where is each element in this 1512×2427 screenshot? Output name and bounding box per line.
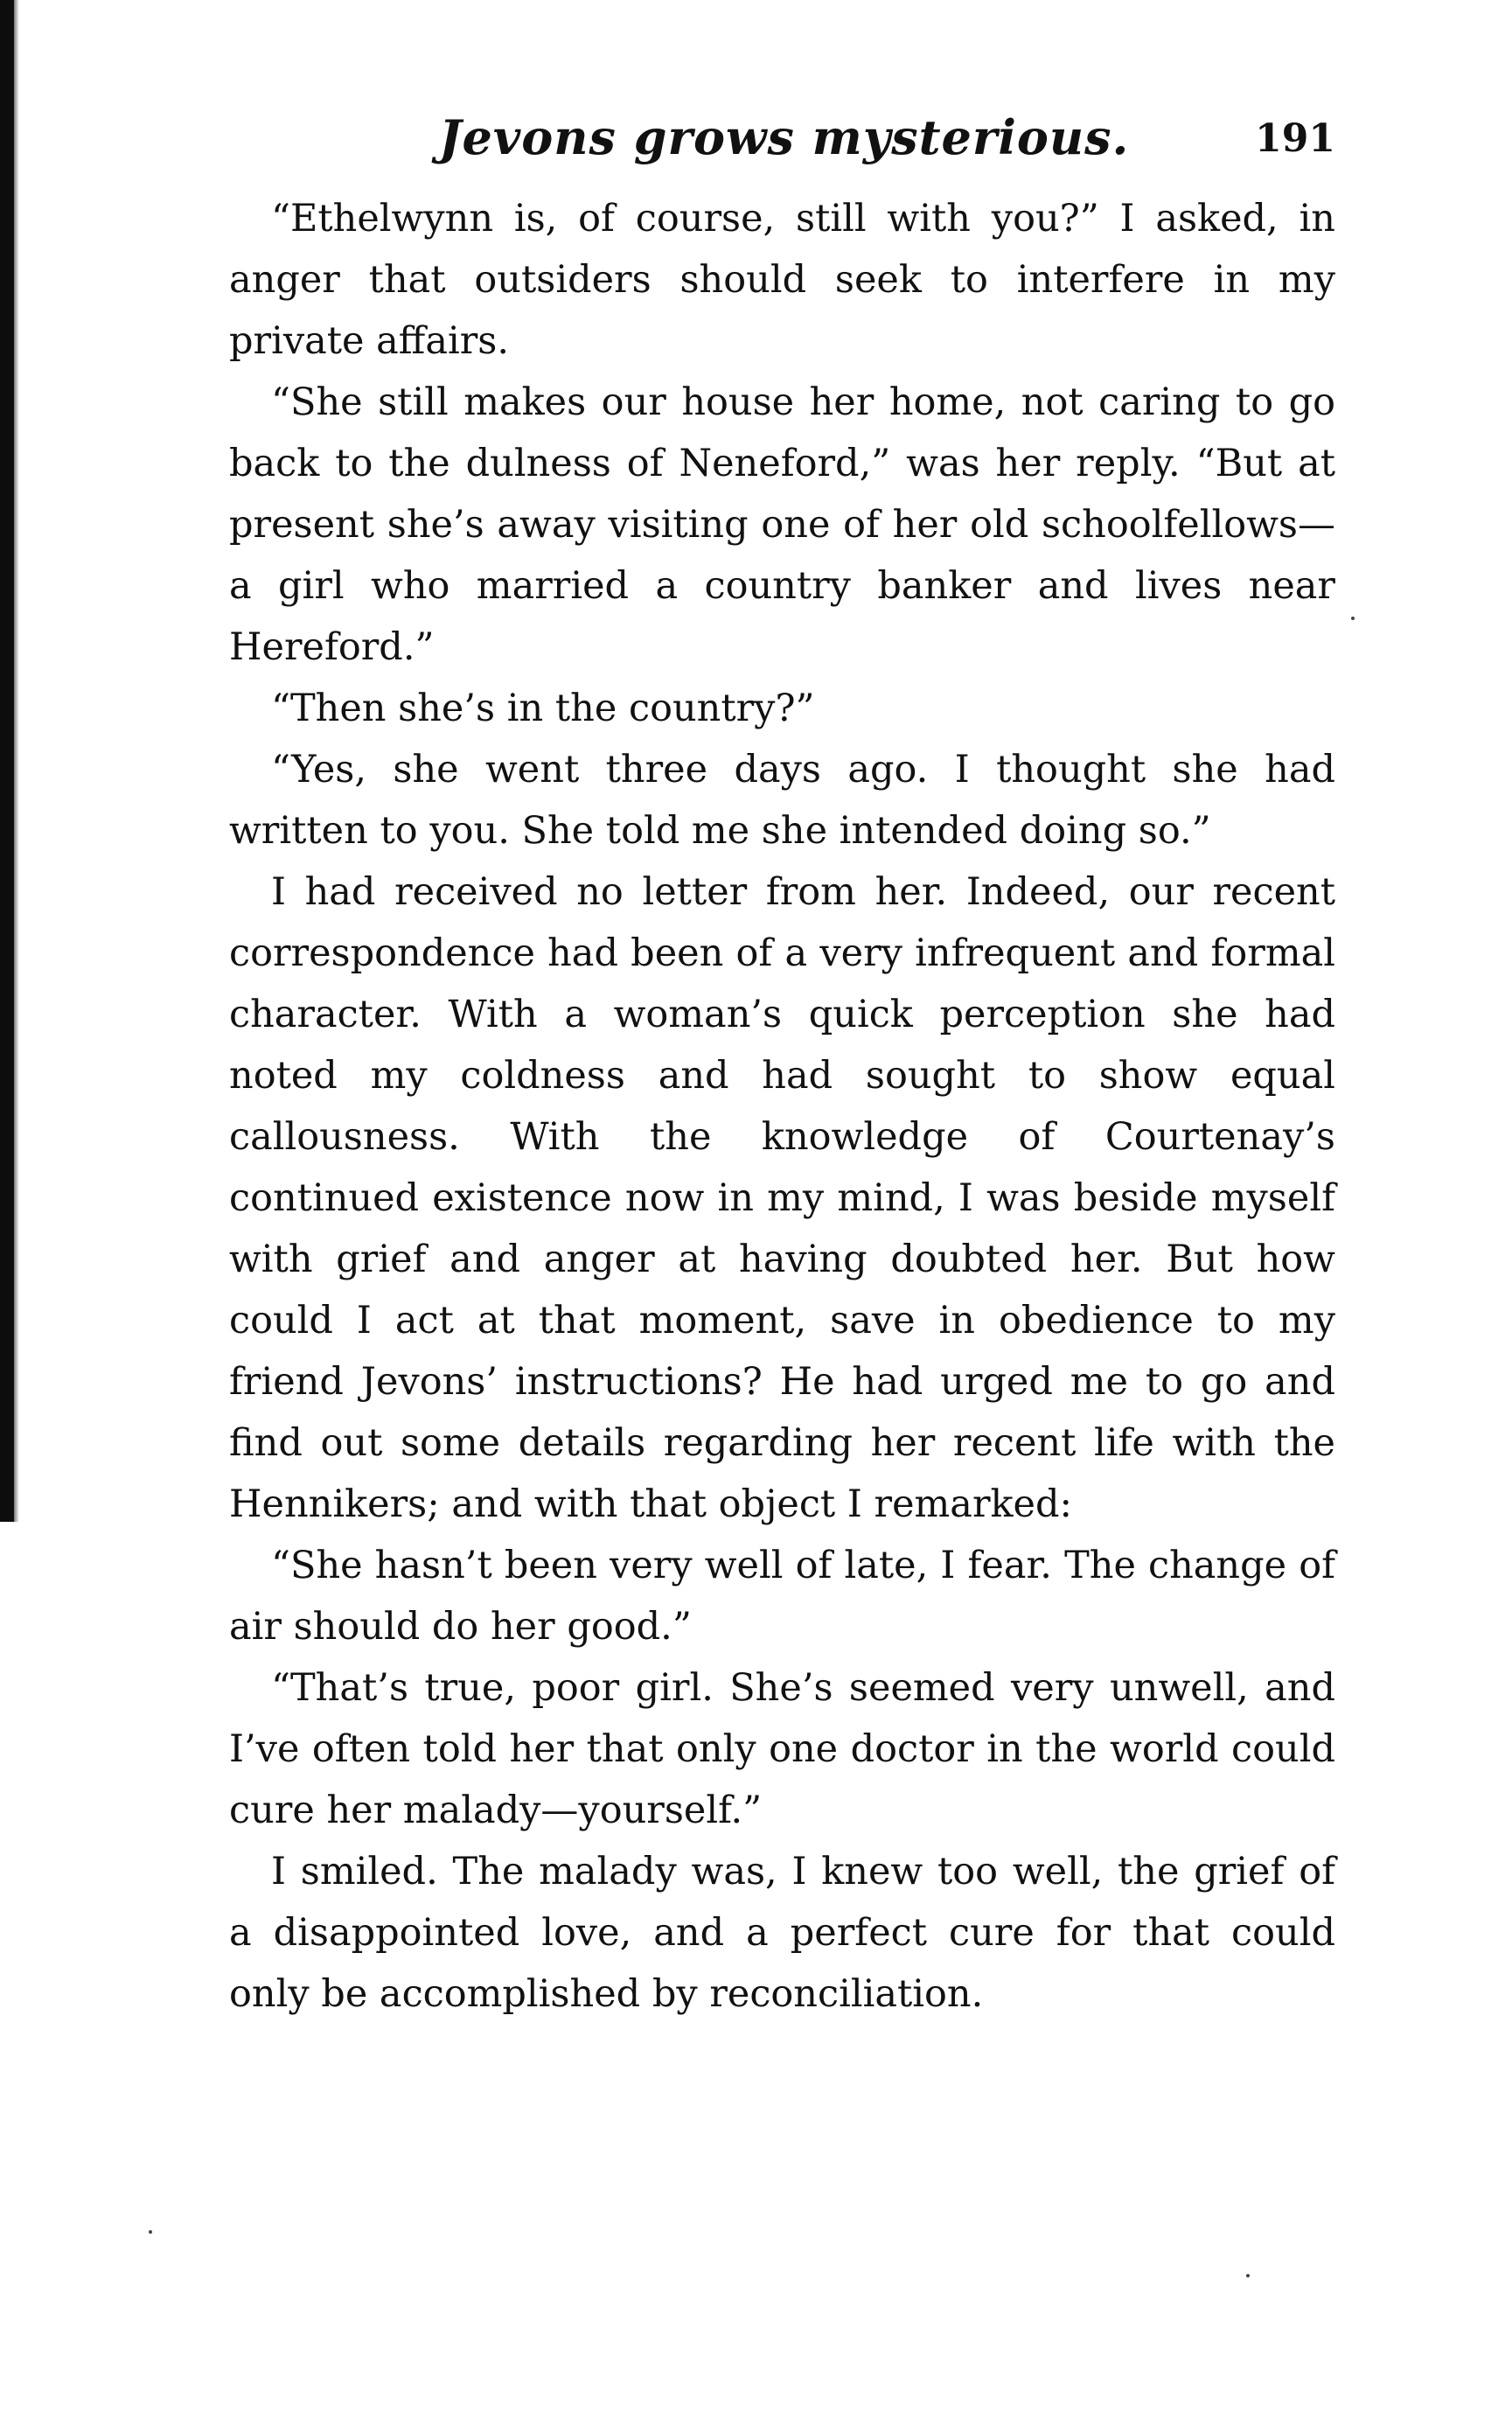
paragraph: “Ethelwynn is, of course, still with you?” I asked, in anger that outsiders should seek to interfere in my private affairs. <box>229 197 1335 363</box>
scan-speck <box>149 2230 152 2234</box>
scan-binding-shadow <box>14 0 19 1522</box>
scan-binding-edge <box>0 0 14 1522</box>
body-text <box>229 188 1335 2025</box>
running-title: Jevons grows mysterious. <box>439 109 1130 165</box>
paragraph: “She still makes our house her home, not caring to go back to the dulness of Neneford,” was her reply. “But at present she’s away visiting one of her old schoolfellows—a girl who married a country banker and lives near Hereford.” <box>229 380 1335 669</box>
scan-speck <box>1246 2274 1250 2277</box>
paragraph: I had received no letter from her. Indeed, our recent correspondence had been of a very infrequent and formal character. With a woman’s quick perception she had noted my coldness and had sought to show equal callousness. With the knowledge of Courtenay’s continued existence now in my mind, I was beside myself with grief and anger at having doubted her. But how could I act at that moment, save in obedience to my friend Jevons’ instructions? He had urged me to go and find out some details regarding her recent life with the Hennikers; and with that object I remarked: <box>229 870 1335 1526</box>
paragraph: “She hasn’t been very well of late, I fear. The change of air should do her good.” <box>229 1544 1335 1649</box>
book-page <box>229 109 1335 2025</box>
running-head <box>229 109 1335 188</box>
paragraph: “That’s true, poor girl. She’s seemed very unwell, and I’ve often told her that only one doctor in the world could cure her malady—yourself.” <box>229 1666 1335 1832</box>
scan-speck <box>1351 617 1355 620</box>
page-number: 191 <box>1255 116 1335 161</box>
paragraph: “Then she’s in the country?” <box>271 687 815 730</box>
paragraph: I smiled. The malady was, I knew too well, the grief of a disappointed love, and a perfect cure for that could only be accomplished by reconciliation. <box>229 1850 1335 2016</box>
paragraph: “Yes, she went three days ago. I thought she had written to you. She told me she intended doing so.” <box>229 748 1335 853</box>
